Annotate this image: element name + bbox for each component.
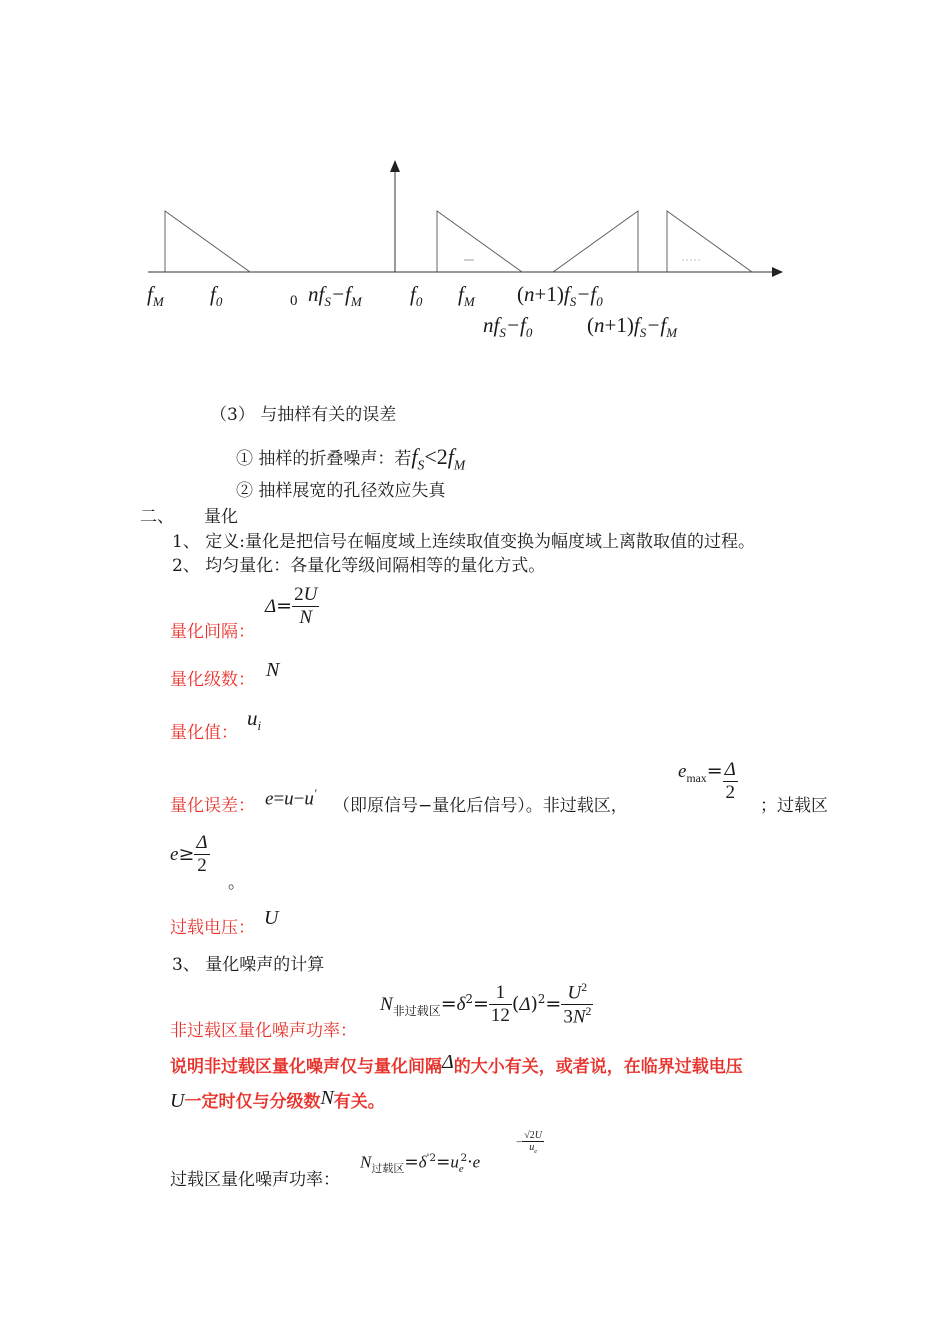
spectrum-band-4 xyxy=(667,211,752,272)
overload-error-formula: e≥ $\frac{\Delta}{2}$ xyxy=(170,832,208,876)
error-note: （即原信号−量化后信号）。非过载区， xyxy=(333,796,628,816)
label-fm-left: $f_M$ xyxy=(147,282,164,310)
nonoverload-subscript: 非过载区 xyxy=(392,1004,441,1018)
overload-noise-label: 过载区量化噪声功率： xyxy=(170,1170,340,1190)
label-f0-left: $f_0$ xyxy=(210,282,223,310)
levels-label: 量化级数： xyxy=(170,670,255,690)
spectrum-band-1 xyxy=(165,211,250,272)
levels-symbol: N xyxy=(266,659,280,681)
axis-arrow-right xyxy=(772,267,783,277)
overload-voltage-label: 过载电压： xyxy=(170,918,255,938)
error-label: 量化误差： xyxy=(170,796,255,816)
section2-number: 二、 xyxy=(140,507,174,527)
label-zero: 0 xyxy=(290,293,298,309)
overload-subscript: 过载区 xyxy=(371,1162,405,1176)
explanation-part-1: 说明非过载区量化噪声仅与量化间隔 xyxy=(170,1057,442,1077)
label-n1fs-minus-f0: $(n+1)f_S-f_0$ xyxy=(517,282,603,310)
label-nfs-minus-f0: $nf_S-f_0$ xyxy=(483,313,533,341)
spectrum-band-2 xyxy=(437,211,522,272)
interval-label: 量化间隔： xyxy=(170,622,255,642)
overload-separator: ；过载区 xyxy=(760,796,828,816)
exponent: − $\frac{√2U}{u_e}$ xyxy=(516,1130,542,1155)
overload-error-end: 。 xyxy=(228,873,245,893)
interval-formula: Δ= $\frac{2U}{N}$ xyxy=(265,584,318,628)
overload-noise-formula: $N_{过载区}=\delta^{'2}=u_e^2\cdot e$ xyxy=(360,1152,481,1176)
spectrum-band-3 xyxy=(553,211,638,272)
section3-item2: ② 抽样展宽的孔径效应失真 xyxy=(236,481,446,501)
explanation-part-3: 一定时仅与分级数 xyxy=(184,1092,321,1112)
label-n1fs-minus-fm: $(n+1)f_S-f_M$ xyxy=(587,313,678,341)
error-formula: e=u−u' xyxy=(265,787,317,810)
item1-text: ① 抽样的折叠噪声：若 xyxy=(236,449,412,469)
label-f0-right: $f_0$ xyxy=(410,282,423,310)
spectrum-diagram xyxy=(0,150,950,350)
section3-heading: （3） 与抽样有关的误差 xyxy=(210,405,397,425)
label-nfs-minus-fm: $nf_S-f_M$ xyxy=(308,282,362,310)
nonoverload-noise-formula: $N_{非过载区}=\delta^2=$ $\frac{1}{12}$ $(\Delta)^2=$ $\frac{U^2}{3N^2}$ xyxy=(380,981,592,1028)
explanation-part-2: 的大小有关，或者说，在临界过载电压 xyxy=(453,1057,743,1077)
explanation-line-2: U一定时仅与分级数N有关。 xyxy=(170,1087,385,1112)
section2-title: 量化 xyxy=(204,507,238,527)
label-fm-right: $f_M$ xyxy=(458,282,475,310)
value-symbol: $u_i$ xyxy=(247,706,262,734)
explanation-part-4: 有关。 xyxy=(333,1092,385,1112)
value-label: 量化值： xyxy=(170,723,238,743)
explanation-line-1: 说明非过载区量化噪声仅与量化间隔Δ的大小有关，或者说，在临界过载电压 xyxy=(170,1051,743,1077)
definition-line: 1、 定义:量化是把信号在幅度域上连续取值变换为幅度域上离散取值的过程。 xyxy=(172,532,755,552)
section3-item1 xyxy=(236,444,465,473)
item1-condition: $f_S<2f_M$ xyxy=(411,444,466,473)
nonoverload-noise-label: 非过载区量化噪声功率： xyxy=(170,1021,357,1041)
noise-heading: 3、 量化噪声的计算 xyxy=(172,955,325,975)
axis-arrow-up xyxy=(390,160,400,172)
error-max-formula: $e_{max}=$ $\frac{\Delta}{2}$ xyxy=(678,759,736,803)
uniform-quantization-line: 2、 均匀量化：各量化等级间隔相等的量化方式。 xyxy=(172,556,546,576)
overload-voltage-symbol: U xyxy=(264,907,279,929)
